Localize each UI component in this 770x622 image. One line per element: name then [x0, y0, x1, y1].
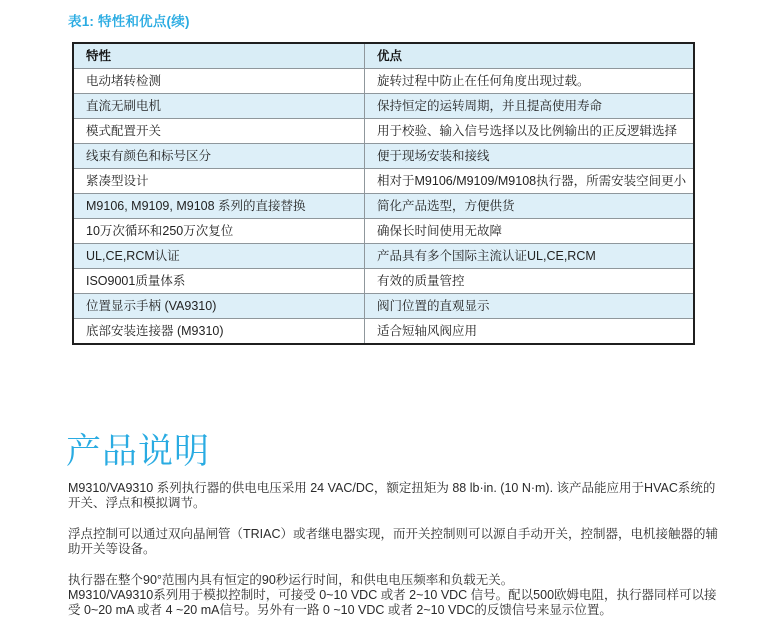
- feature-cell: M9106, M9109, M9108 系列的直接替换: [73, 194, 365, 219]
- benefit-cell: 保持恒定的运转周期，并且提高使用寿命: [365, 94, 695, 119]
- table-body: [73, 69, 694, 345]
- table-row: [73, 244, 694, 269]
- benefit-cell: 有效的质量管控: [377, 274, 465, 288]
- table-row: [73, 144, 694, 169]
- table-row: [73, 94, 694, 119]
- feature-cell: 电动堵转检测: [73, 69, 365, 94]
- description-paragraph: M9310/VA9310 系列执行器的供电电压采用 24 VAC/DC，额定扭矩为 88 lb·in. (10 N·m). 该产品能应用于HVAC系统的开关、浮点和模拟调节。: [68, 481, 716, 510]
- feature-cell: 模式配置开关: [73, 119, 365, 144]
- table-row: [73, 119, 694, 144]
- section-heading: 产品说明: [66, 432, 211, 471]
- feature-cell: 10万次循环和250万次复位: [73, 219, 365, 244]
- feature-cell: 底部安装连接器 (M9310): [73, 319, 365, 345]
- table-title: 表1: 特性和优点(续): [68, 14, 190, 29]
- benefit-cell: 阀门位置的直观显示: [365, 294, 695, 319]
- product-description: [68, 481, 722, 618]
- description-paragraph: M9310/VA9310系列用于模拟控制时，可接受 0~10 VDC 或者 2~10 VDC 信号。配以500欧姆电阻，执行器同样可以接受 0~20 mA 或者 4 ~20 mA信号。另外有一路 0 ~10 VDC 或者 2~10 VDC的反馈信号来显示位置。: [68, 588, 717, 617]
- benefit-cell: 相对于M9106/M9109/M9108执行器，所需安装空间更小: [377, 174, 687, 188]
- table-header-row: [73, 43, 694, 69]
- column-header-benefit: 优点: [365, 43, 695, 69]
- feature-cell: ISO9001质量体系: [73, 269, 365, 294]
- table-row: [73, 294, 694, 319]
- table-row: [73, 69, 694, 94]
- table-row: [73, 219, 694, 244]
- benefit-cell: 便于现场安装和接线: [365, 144, 695, 169]
- benefit-cell: 确保长时间使用无故障: [377, 224, 503, 238]
- table-header: [73, 43, 694, 69]
- benefit-cell: 旋转过程中防止在任何角度出现过载。: [377, 74, 590, 88]
- feature-cell: 线束有颜色和标号区分: [73, 144, 365, 169]
- table-row: [73, 194, 694, 219]
- benefit-cell: 适合短轴风阀应用: [377, 324, 478, 338]
- feature-cell: 直流无刷电机: [73, 94, 365, 119]
- column-header-feature: 特性: [73, 43, 365, 69]
- benefit-cell: 用于校验、输入信号选择以及比例输出的正反逻辑选择: [377, 124, 678, 138]
- feature-cell: 位置显示手柄 (VA9310): [73, 294, 365, 319]
- table-row: [73, 169, 694, 194]
- description-paragraph: 浮点控制可以通过双向晶闸管（TRIAC）或者继电器实现，而开关控制则可以源自手动开关，控制器，电机接触器的辅助开关等设备。: [68, 527, 719, 556]
- features-benefits-table: [72, 42, 695, 345]
- table-row: [73, 319, 694, 345]
- benefit-cell: 简化产品选型，方便供货: [365, 194, 695, 219]
- feature-cell: UL,CE,RCM认证: [73, 244, 365, 269]
- feature-cell: 紧凑型设计: [73, 169, 365, 194]
- benefit-cell: 产品具有多个国际主流认证UL,CE,RCM: [365, 244, 695, 269]
- description-paragraph: 执行器在整个90°范围内具有恒定的90秒运行时间，和供电电压频率和负载无关。: [68, 573, 514, 587]
- table-row: [73, 269, 694, 294]
